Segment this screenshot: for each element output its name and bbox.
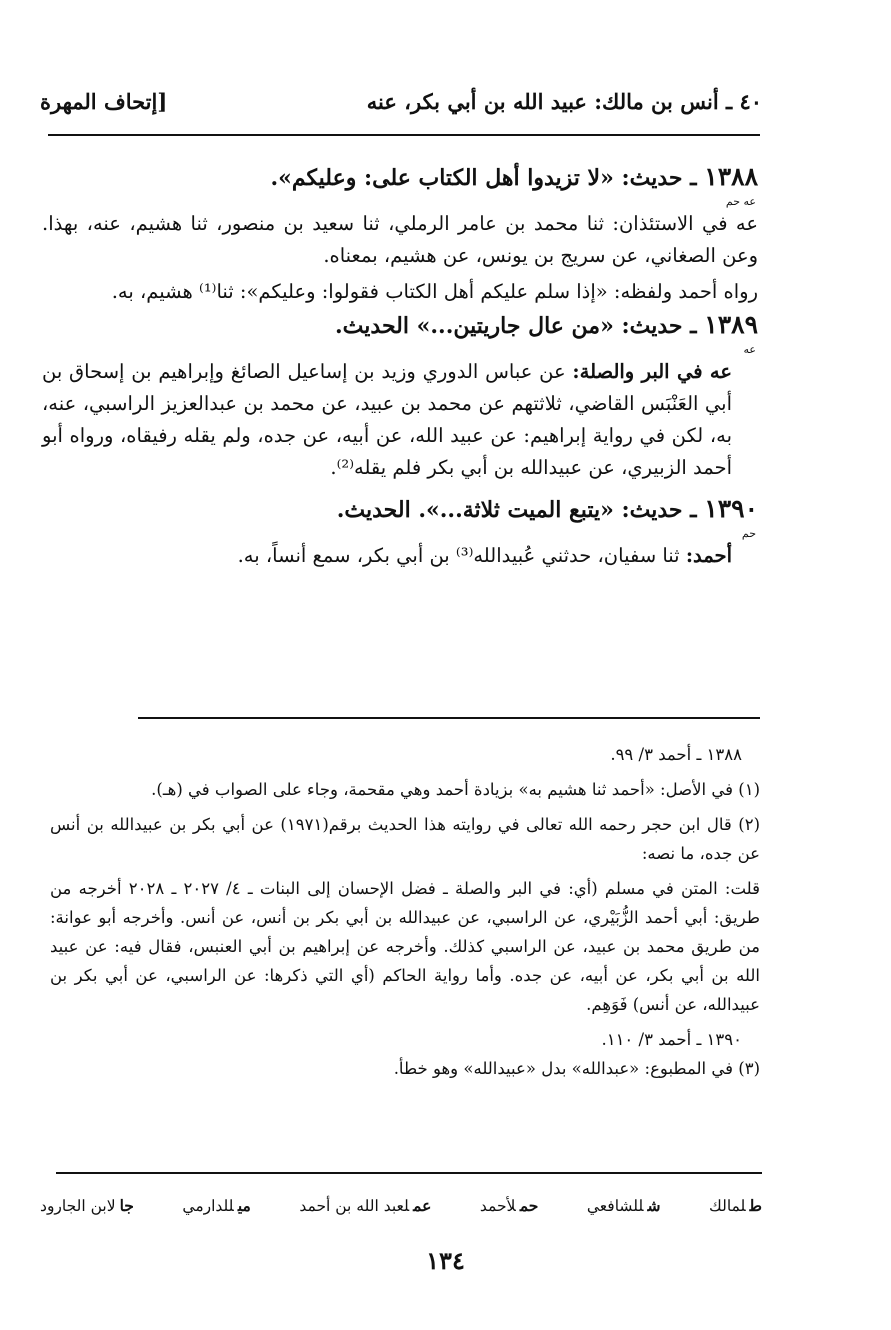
footnote: (١) في الأصل: «أحمد ثنا هشيم به» بزيادة أحمد وهي مقحمة، وجاء على الصواب في (هـ). [151,780,760,799]
text-line: محمد بن عبدالعزيز الراسبي، عنه، به، لكن في رواية إبراهيم: عن عبيد الله، عن [42,392,732,447]
text-line: رواه أحمد ولفظه: «إذا سلم عليكم أهل الكتاب فقولوا: وعليكم»: ثنا⁽¹⁾ [199,280,758,303]
hadith-entry [42,160,758,308]
source-label: عه في البر والصلة: [572,360,733,383]
source-sigla: عه [743,343,756,356]
hadith-paragraph [42,540,758,572]
text-line: ٢٠٢٨ أخرجه من طريق: أبي أحمد الزُّبَيْري، عن الراسبي، عن عبيدالله بن أبي بكر بن أنس، [50,879,760,927]
text-line: وإبراهيم بن إسحاق بن أبي العَنْبَس القاضي، ثلاثتهم عن محمد بن عبيد، عن [42,360,733,415]
footnote-rule [138,717,760,719]
hadith-heading [42,160,758,195]
text-line: عن أنس. وأخرجه أبو عوانة: من طريق محمد بن عبيد، عن الراسبي كذلك. وأخرجه عن [50,908,760,956]
text-line: عبيدالله بن أنس عن جده، ما نصه: [50,815,760,863]
book-title: [إتحاف المهرة [40,88,168,114]
legend-item: ميللدارمي [182,1195,251,1215]
legend-item: جالابن الجارود [40,1195,134,1215]
chapter-heading: ٤٠ ـ أنس بن مالك: عبيد الله بن أبي بكر، عنه [366,88,762,114]
source-label: أحمد: [685,544,732,567]
hadith-title-text: ـ حديث: «يتبع الميت ثلاثة...». الحديث. [336,497,697,523]
footnote-ref: ١٣٩٠ ـ أحمد ٣/ ١١٠. [601,1030,742,1049]
footnote [50,810,760,868]
text-line: عه في الاستئذان: ثنا محمد بن عامر الرملي، ثنا سعيد بن منصور، ثنا هشيم، [129,212,759,235]
hadith-title-text: ـ حديث: «من عال جاريتين...» الحديث. [335,313,697,339]
legend-item: عملعبد الله بن أحمد [299,1195,432,1215]
hadith-title-text: ـ حديث: «لا تزيدوا أهل الكتاب على: وعليكم». [270,165,697,191]
hadith-heading [42,492,758,527]
running-header [40,84,762,118]
hadith-paragraph [42,208,758,272]
hadith-heading [42,308,758,343]
legend-item: حملأحمد [479,1195,539,1215]
source-sigla: حم [741,527,756,540]
text-line: هشيم، به. [111,280,193,303]
hadith-number: ١٣٨٩ [704,310,758,339]
footnote-ref: ١٣٨٨ ـ أحمد ٣/ ٩٩. [610,745,742,764]
source-sigla: عه حم [725,195,756,208]
hadith-paragraph [42,356,758,484]
footnote-quote [50,874,760,1019]
header-rule [48,134,760,136]
hadith-paragraph [42,276,758,308]
legend-item: شللشافعي [586,1195,661,1215]
page-number: ١٣٤ [426,1246,465,1275]
main-text [42,160,758,572]
sigla-legend [40,1190,762,1220]
text-line: أبيه، عن جده، ولم يقله رفيقاه، ورواه أبو أحمد الزبيري، عن عبيدالله بن أبي بكر [42,424,732,479]
text-line: إبراهيم بن أبي العنبس، فقال فيه: عن عبيد الله بن أبي بكر، عن أبيه، عن جده. وأما رواية [50,937,760,985]
hadith-entry [42,492,758,572]
text-line: الحاكم (أي التي ذكرها: عن الراسبي، عن أبي بكر بن عبيدالله، عن أنس) فَوَهِم. [50,966,760,1014]
text-line: قلت: المتن في مسلم (أي: في البر والصلة ـ فضل الإحسان إلى البنات ـ ٤/ ٢٠٢٧ ـ [171,879,760,898]
hadith-number: ١٣٩٠ [704,494,758,523]
legend-rule [56,1172,762,1174]
text-line: (٢) قال ابن حجر رحمه الله تعالى في روايته هذا الحديث برقم(١٩٧١) عن أبي بكر بن [169,815,760,834]
footnote: (٣) في المطبوع: «عبدالله» بدل «عبيدالله» وهو خطأ. [393,1059,760,1078]
legend-item: طلمالك [709,1195,762,1215]
text-line: فلم يقله⁽²⁾. [330,456,422,479]
text-line: ثنا سفيان، حدثني عُبيدالله⁽³⁾ بن أبي بكر، سمع أنساً، به. [237,544,680,567]
footnotes [50,740,760,1083]
hadith-entry [42,308,758,484]
text-line: عنه، بهذا. وعن الصغاني، عن سريج بن يونس، عن هشيم، بمعناه. [42,212,758,267]
text-line: عن عباس الدوري وزيد بن إساعيل الصائغ [230,360,566,383]
hadith-number: ١٣٨٨ [704,162,758,191]
